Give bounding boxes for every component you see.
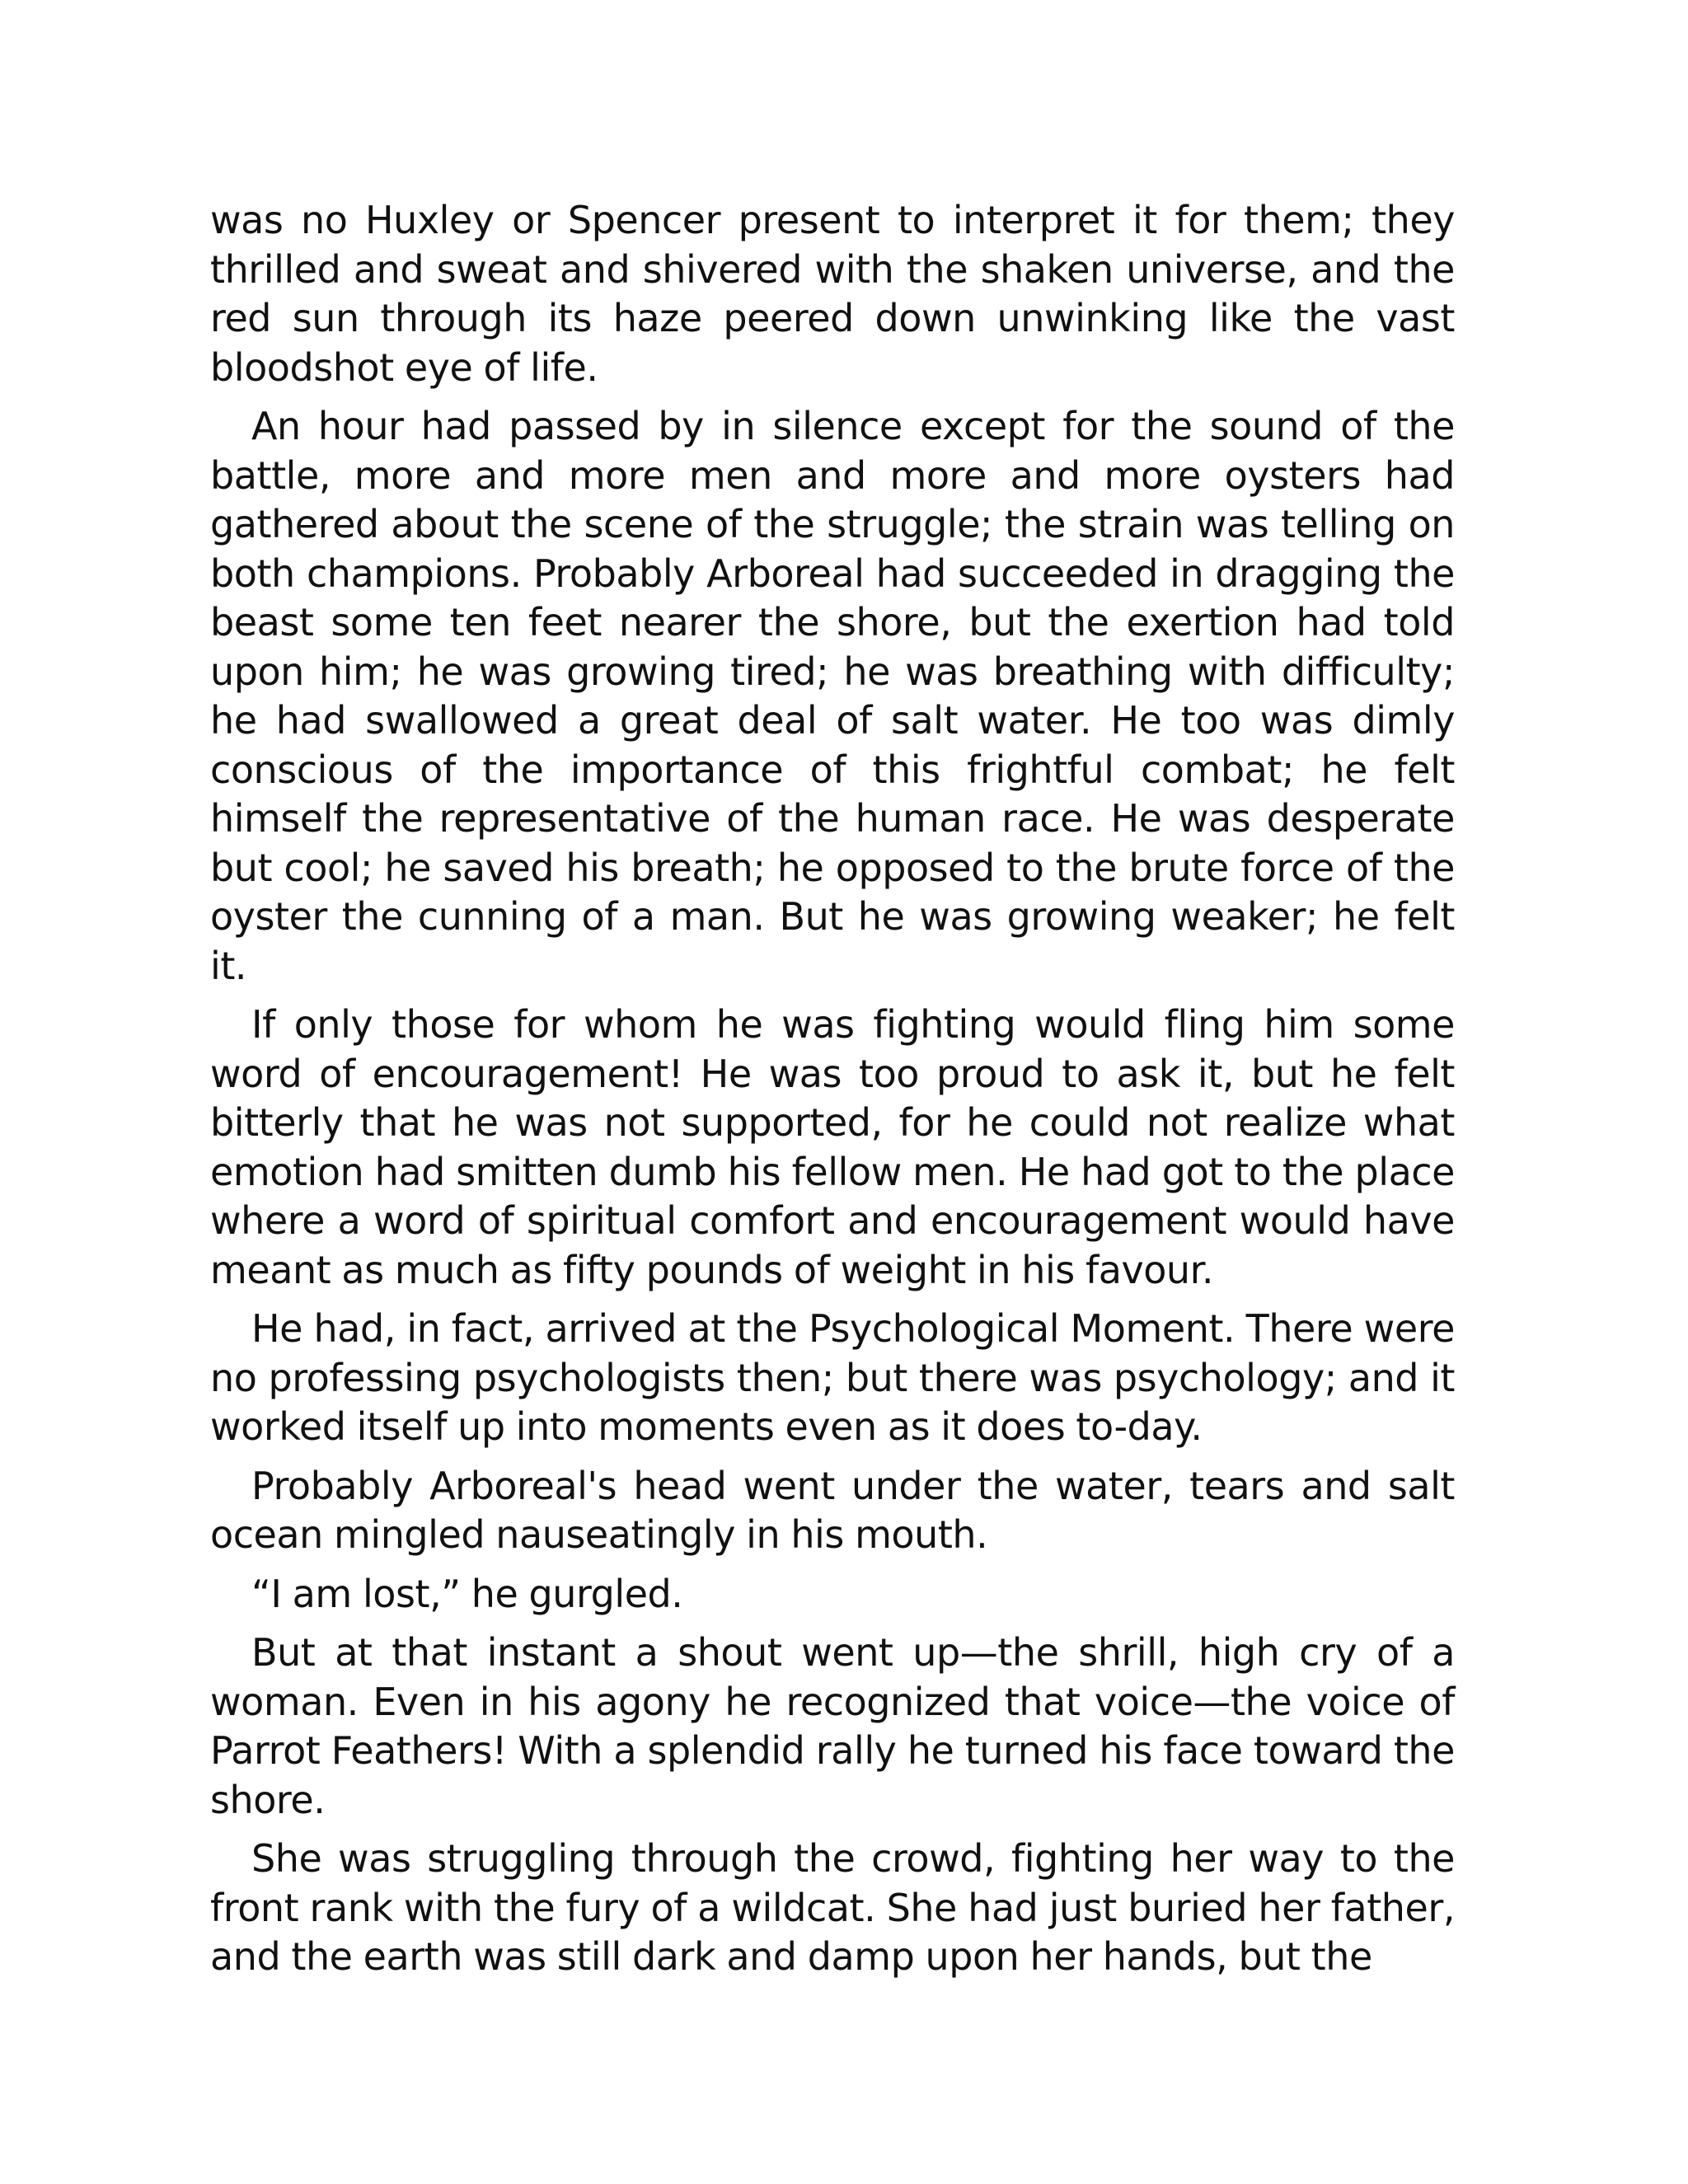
paragraph: He had, in fact, arrived at the Psychological Moment. There were no professing psychologists then; but there was psychology; and it worked itself up into moments even as it does to-day. — [210, 1306, 1455, 1449]
paragraph: Probably Arboreal's head went under the water, tears and salt ocean mingled nauseatingly in his mouth. — [210, 1463, 1455, 1557]
paragraph: If only those for whom he was fighting would fling him some word of encouragement! He was too proud to ask it, but he felt bitterly that he was not supported, for he could not realize what emotion had smitten dumb his fellow men. He had got to the place where a word of spiritual comfort and encouragement would have meant as much as fifty pounds of weight in his favour. — [210, 1002, 1455, 1292]
paragraph: But at that instant a shout went up—the shrill, high cry of a woman. Even in his agony he recognized that voice—the voice of Parrot Feathers! With a splendid rally he turned his face toward the shore. — [210, 1630, 1455, 1822]
paragraph: “I am lost,” he gurgled. — [251, 1571, 683, 1616]
page-body — [210, 196, 1455, 1992]
paragraph: was no Huxley or Spencer present to interpret it for them; they thrilled and sweat and shivered with the shaken universe, and the red sun through its haze peered down unwinking like the vast bloodshot eye of life. — [210, 198, 1455, 390]
paragraph: An hour had passed by in silence except for the sound of the battle, more and more men and more and more oysters had gathered about the scene of the struggle; the strain was telling on both champions. Probably Arboreal had succeeded in dragging the beast some ten feet nearer the shore, but the exertion had told upon him; he was growing tired; he was breathing with difficulty; he had swallowed a great deal of salt water. He too was dimly conscious of the importance of this frightful combat; he felt himself the representative of the human race. He was desperate but cool; he saved his breath; he opposed to the brute force of the oyster the cunning of a man. But he was growing weaker; he felt it. — [210, 404, 1455, 988]
paragraph: She was struggling through the crowd, fighting her way to the front rank with the fury of a wildcat. She had just buried her father, and the earth was still dark and damp upon her hands, but the — [210, 1836, 1455, 1979]
